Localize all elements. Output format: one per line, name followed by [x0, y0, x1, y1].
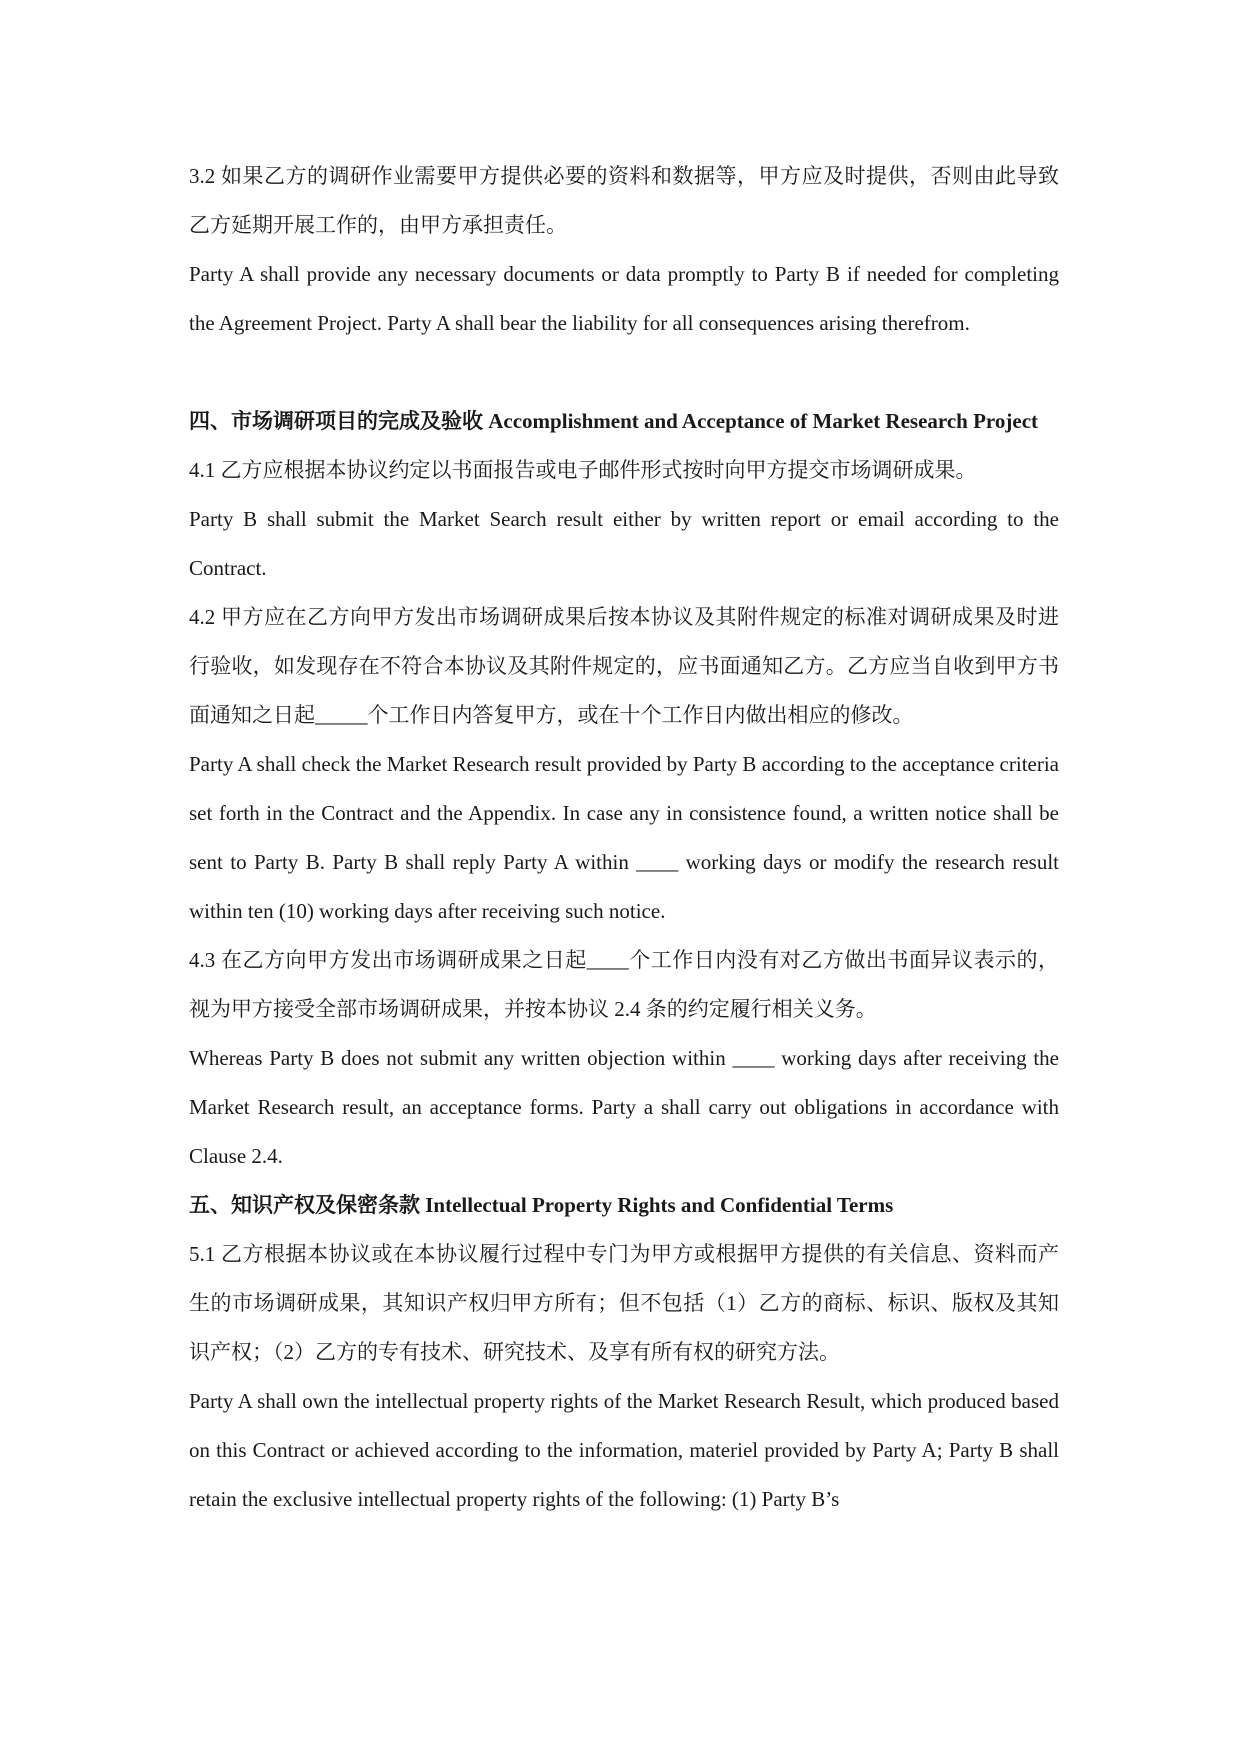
clause-3-2-chinese: 3.2 如果乙方的调研作业需要甲方提供必要的资料和数据等，甲方应及时提供，否则由此导致乙方延期开展工作的，由甲方承担责任。 — [189, 164, 1059, 237]
clause-4-2-chinese: 4.2 甲方应在乙方向甲方发出市场调研成果后按本协议及其附件规定的标准对调研成果及时进行验收，如发现存在不符合本协议及其附件规定的，应书面通知乙方。乙方应当自收到甲方书面通知之日起_____个工作日内答复甲方，或在十个工作日内做出相应的修改。 — [189, 605, 1059, 727]
section-5-heading: 五、知识产权及保密条款 Intellectual Property Rights and Confidential Terms — [189, 1193, 894, 1217]
section-4-heading: 四、市场调研项目的完成及验收 Accomplishment and Acceptance of Market Research Project — [189, 409, 1039, 433]
clause-3-2-english: Party A shall provide any necessary documents or data promptly to Party B if needed for completing the Agreement Project. Party A shall bear the liability for all consequences arising therefrom. — [189, 262, 1059, 335]
clause-5-1-english: Party A shall own the intellectual property rights of the Market Research Result, which produced based on this Contract or achieved according to the information, materiel provided by Party A; Party B shall retain the exclusive intellectual property rights of the following: (1) Party B’s — [189, 1389, 1059, 1511]
clause-5-1-chinese: 5.1 乙方根据本协议或在本协议履行过程中专门为甲方或根据甲方提供的有关信息、资料而产生的市场调研成果，其知识产权归甲方所有；但不包括（1）乙方的商标、标识、版权及其知识产权；（2）乙方的专有技术、研究技术、及享有所有权的研究方法。 — [189, 1242, 1059, 1364]
clause-4-3-english: Whereas Party B does not submit any written objection within ____ working days after receiving the Market Research result, an acceptance forms. Party a shall carry out obligations in accordance with Clause 2.4. — [189, 1046, 1059, 1168]
clause-4-3-chinese: 4.3 在乙方向甲方发出市场调研成果之日起____个工作日内没有对乙方做出书面异议表示的，视为甲方接受全部市场调研成果，并按本协议 2.4 条的约定履行相关义务。 — [189, 948, 1059, 1021]
clause-4-1-english: Party B shall submit the Market Search result either by written report or email according to the Contract. — [189, 507, 1059, 580]
document-body — [189, 152, 1059, 1524]
clause-4-2-english: Party A shall check the Market Research result provided by Party B according to the acceptance criteria set forth in the Contract and the Appendix. In case any in consistence found, a written notice shall be sent to Party B. Party B shall reply Party A within ____ working days or modify the research result within ten (10) working days after receiving such notice. — [189, 752, 1060, 923]
section-spacer — [189, 348, 1059, 397]
clause-4-1-chinese: 4.1 乙方应根据本协议约定以书面报告或电子邮件形式按时向甲方提交市场调研成果。 — [189, 458, 977, 482]
